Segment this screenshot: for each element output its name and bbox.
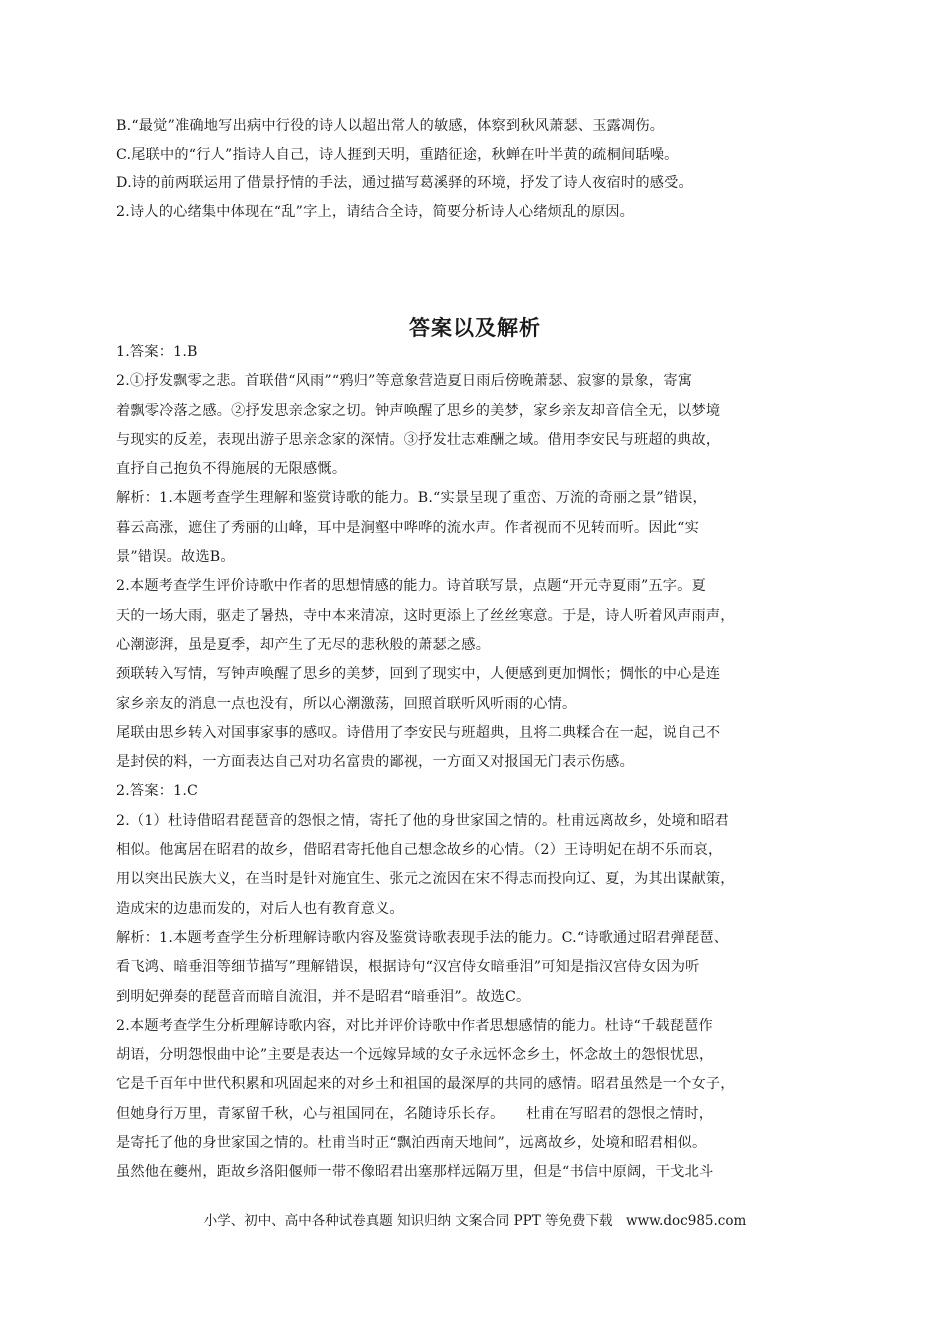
answer-line: 胡语，分明怨恨曲中论”主要是表达一个远嫁异域的女子永远怀念乡土，怀念故土的怨恨忧思， bbox=[116, 1047, 714, 1064]
answer-line: 尾联由思乡转入对国事家事的感叹。诗借用了李安民与班超典，且将二典糅合在一起，说自己不 bbox=[116, 724, 721, 741]
answers-section bbox=[116, 338, 816, 1188]
option-b: B.“最觉”准确地写出病中行役的诗人以超出常人的敏感，体察到秋风萧瑟、玉露凋伤。 bbox=[116, 118, 665, 134]
footer-promo: 小学、初中、高中各种试卷真题 知识归纳 文案合同 PPT 等免费下载 www.doc985.com bbox=[203, 1213, 747, 1229]
answer-line: 2.本题考查学生分析理解诗歌内容，对比并评价诗歌中作者思想感情的能力。杜诗“千载琵琶作 bbox=[116, 1017, 713, 1034]
section-title: 答案以及解析 bbox=[409, 316, 541, 340]
answer-line: 暮云高涨，遮住了秀丽的山峰，耳中是涧壑中哗哗的流水声。作者视而不见转而听。因此“实 bbox=[116, 519, 699, 536]
question-options bbox=[116, 112, 816, 227]
answer-line: 心潮澎湃，虽是夏季，却产生了无尽的悲秋般的萧瑟之感。 bbox=[116, 636, 491, 653]
answer-line: 2.（1）杜诗借昭君琵琶音的怨恨之情，寄托了他的身世家国之情的。杜甫远离故乡，处境和昭君 bbox=[116, 812, 730, 829]
answer-line: 造成宋的边患而发的，对后人也有教育意义。 bbox=[116, 900, 404, 917]
answer-line: 天的一场大雨，驱走了暑热，寺中本来清凉，这时更添上了丝丝寒意。于是，诗人听着风声雨声， bbox=[116, 607, 735, 624]
answer-line: 相似。他寓居在昭君的故乡，借昭君寄托他自己想念故乡的心情。（2）王诗明妃在胡不乐而哀， bbox=[116, 842, 723, 859]
question-2: 2.诗人的心绪集中体现在“乱”字上，请结合全诗，简要分析诗人心绪烦乱的原因。 bbox=[116, 204, 635, 221]
answer-line: 看飞鸿、暗垂泪等细节描写”理解错误，根据诗句“汉宫侍女暗垂泪”可知是指汉宫侍女因为听 bbox=[116, 959, 700, 976]
answer-line: 2.答案：1.C bbox=[116, 783, 199, 800]
answer-line: 解析：1.本题考查学生理解和鉴赏诗歌的能力。B.“实景呈现了重峦、万流的奇丽之景”错误， bbox=[116, 490, 707, 507]
answer-line: 直抒自己抱负不得施展的无限感慨。 bbox=[116, 461, 347, 478]
answer-line: 1.答案：1.B bbox=[116, 344, 198, 360]
answer-line: 颈联转入写情，写钟声唤醒了思乡的美梦，回到了现实中，人便感到更加惆怅；惆怅的中心是连 bbox=[116, 666, 721, 683]
answer-line: 但她身行万里，青冢留千秋，心与祖国同在，名随诗乐长存。 杜甫在写昭君的怨恨之情时， bbox=[116, 1105, 714, 1122]
answer-line: 着飘零冷落之感。②抒发思亲念家之切。钟声唤醒了思乡的美梦，家乡亲友却音信全无，以梦境 bbox=[116, 402, 721, 419]
answer-line: 景”错误。故选B。 bbox=[116, 549, 235, 566]
answer-line: 是寄托了他的身世家国之情的。杜甫当时正“飘泊西南天地间”，远离故乡，处境和昭君相似。 bbox=[116, 1135, 707, 1152]
answer-line: 虽然他在夔州，距故乡洛阳偃师一带不像昭君出塞那样远隔万里，但是“书信中原阔，干戈北斗 bbox=[116, 1164, 714, 1181]
answer-line: 解析：1.本题考查学生分析理解诗歌内容及鉴赏诗歌表现手法的能力。C.“诗歌通过昭君弹琵琶、 bbox=[116, 929, 729, 946]
answer-line: 是封侯的料，一方面表达自己对功名富贵的鄙视，一方面又对报国无门表示伤感。 bbox=[116, 754, 634, 771]
answer-line: 它是千百年中世代积累和巩固起来的对乡土和祖国的最深厚的共同的感情。昭君虽然是一个女子， bbox=[116, 1076, 735, 1093]
answer-line: 2.①抒发飘零之悲。首联借“风雨”“鸦归”等意象营造夏日雨后傍晚萧瑟、寂寥的景象，寄寓 bbox=[116, 373, 693, 390]
option-c: C.尾联中的“行人”指诗人自己，诗人捱到天明，重踏征途，秋蝉在叶半黄的疏桐间聒噪。 bbox=[116, 146, 679, 163]
option-d: D.诗的前两联运用了借景抒情的手法，通过描写葛溪驿的环境，抒发了诗人夜宿时的感受。 bbox=[116, 175, 693, 192]
answer-line: 用以突出民族大义，在当时是针对施宜生、张元之流因在宋不得志而投向辽、夏，为其出谋献策， bbox=[116, 871, 735, 888]
answer-line: 2.本题考查学生评价诗歌中作者的思想情感的能力。诗首联写景，点题“开元寺夏雨”五字。夏 bbox=[116, 578, 706, 595]
answer-line: 与现实的反差，表现出游子思亲念家的深情。③抒发壮志难酬之域。借用李安民与班超的典故， bbox=[116, 431, 721, 448]
answer-line: 到明妃弹奏的琵琶音而暗自流泪，并不是昭君“暗垂泪”。故选C。 bbox=[116, 988, 531, 1005]
answer-line: 家乡亲友的消息一点也没有，所以心潮激荡，回照首联听风听雨的心情。 bbox=[116, 695, 577, 712]
